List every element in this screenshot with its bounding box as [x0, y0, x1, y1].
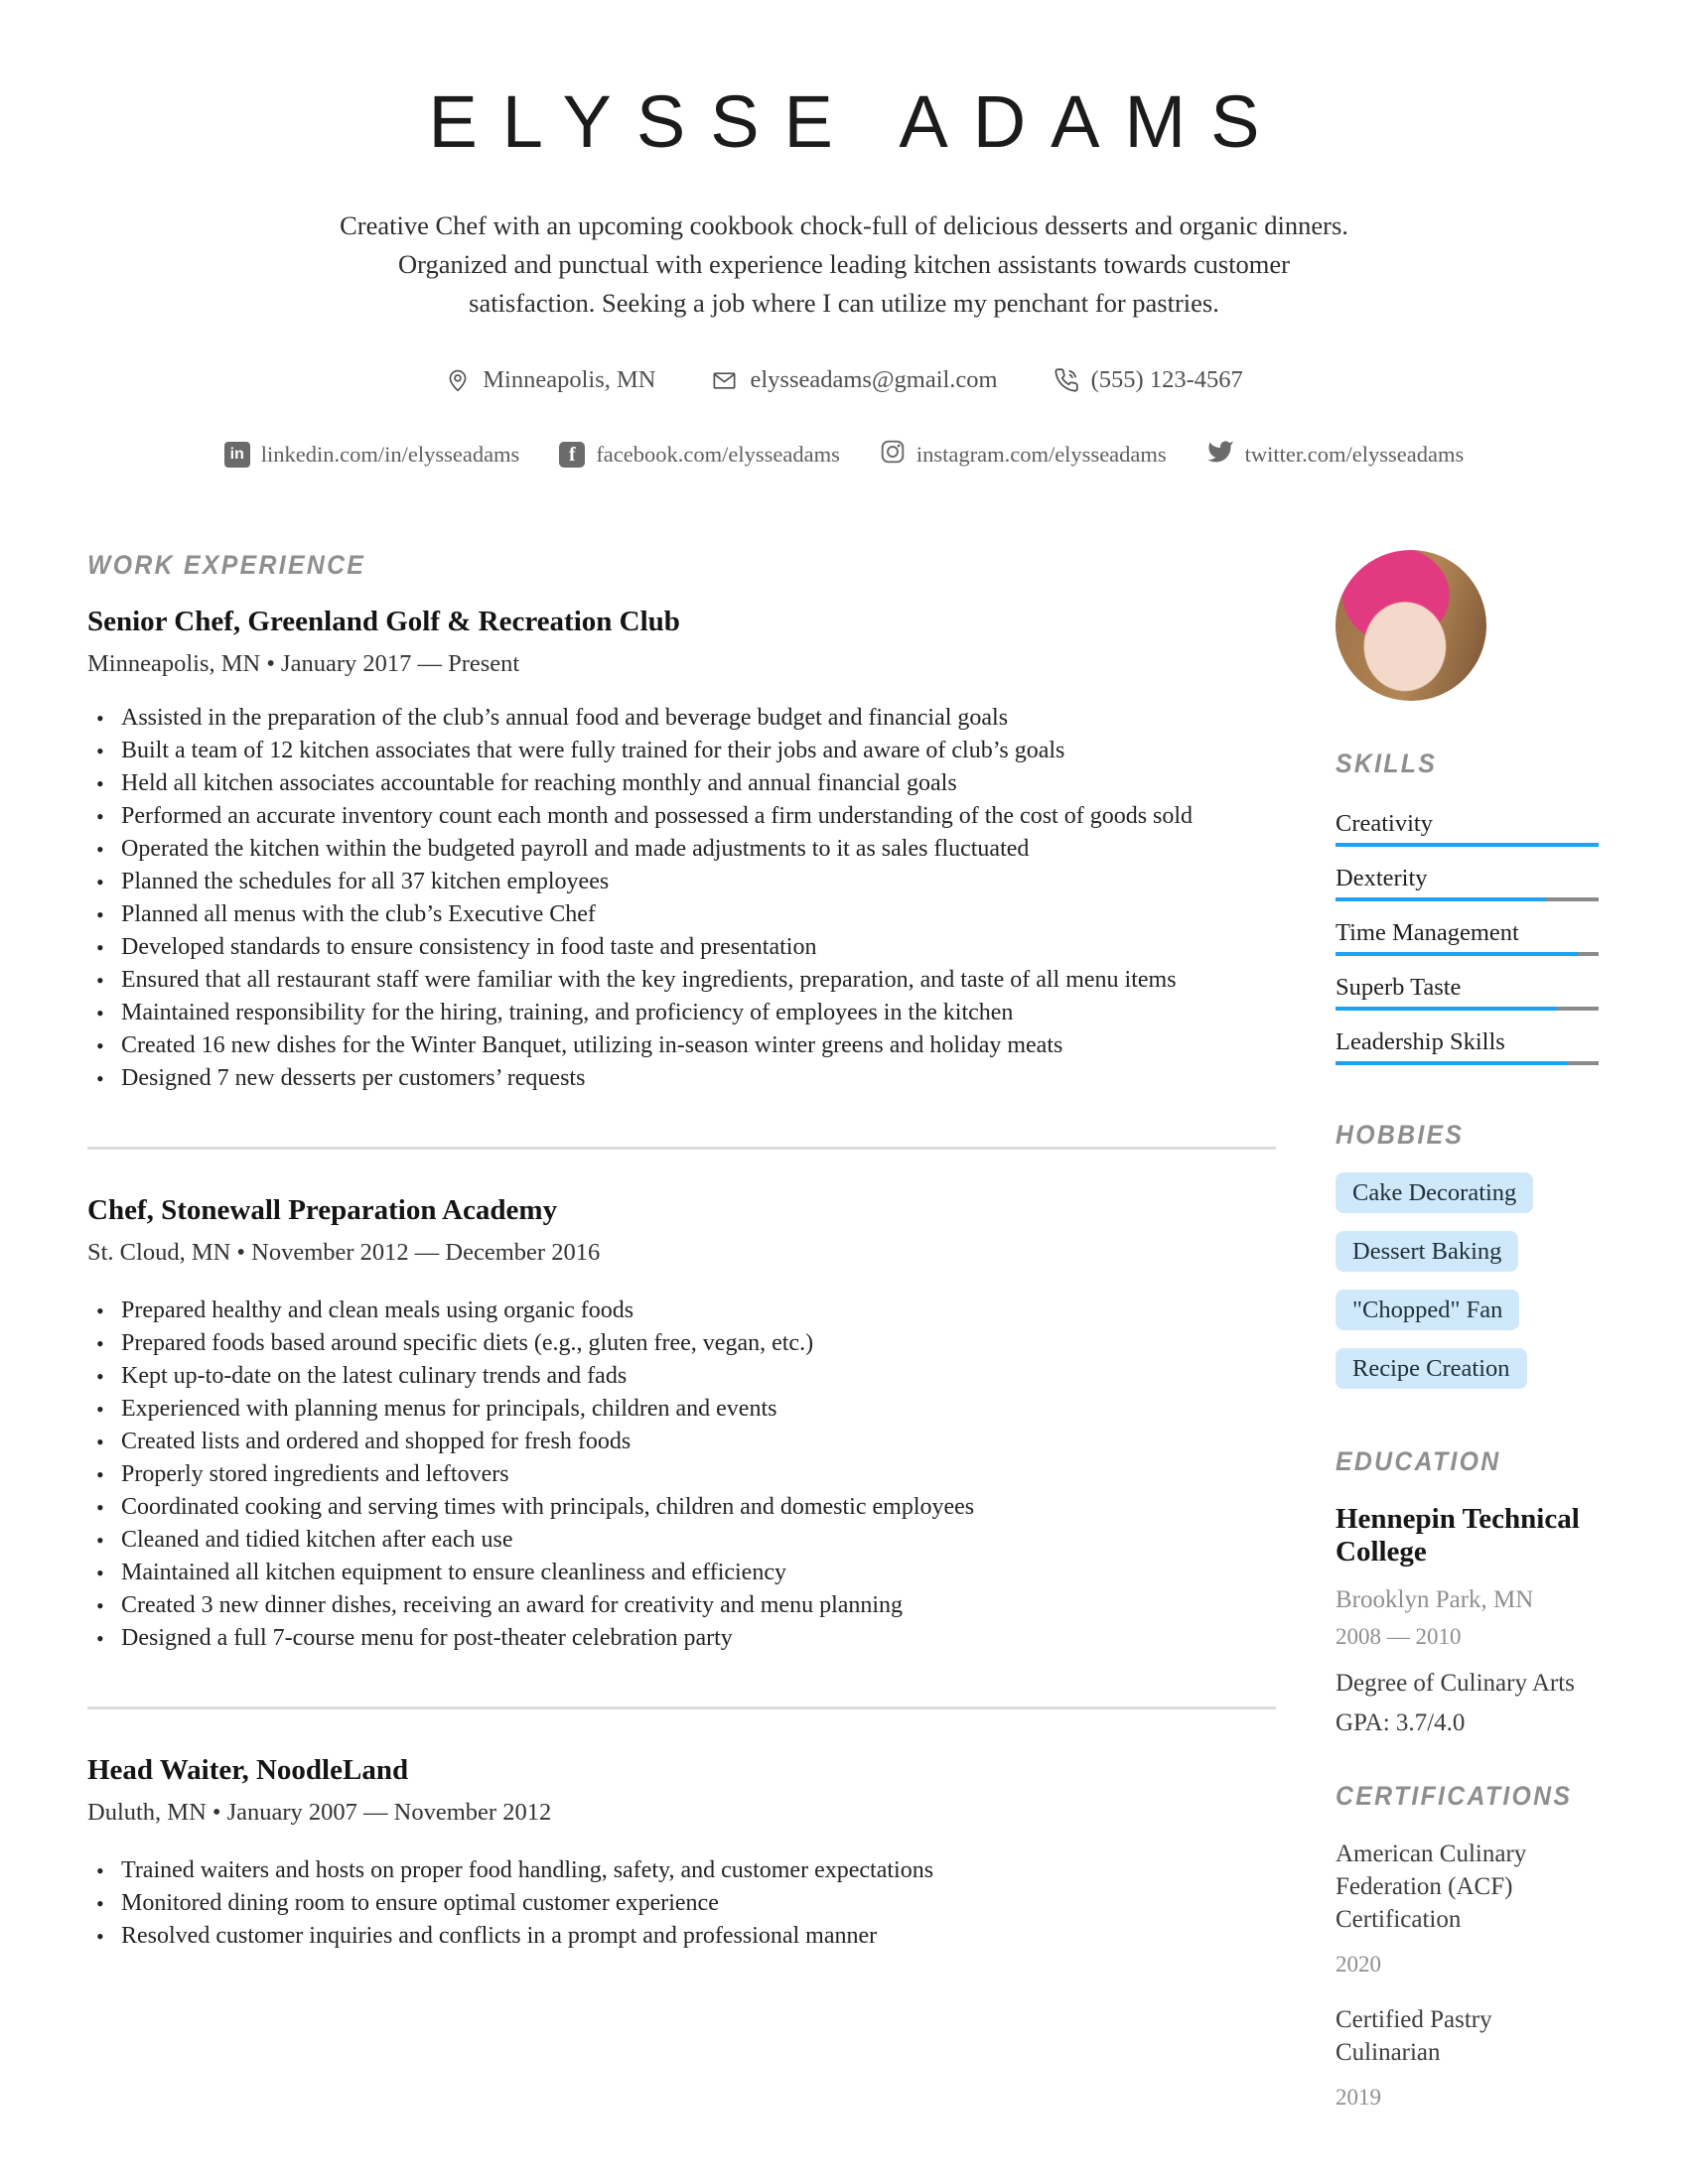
hobbies-heading: HOBBIES [1336, 1120, 1465, 1150]
social-facebook-label: facebook.com/elysseadams [596, 442, 840, 467]
skill-bar-fill [1336, 843, 1599, 847]
contact-location-label: Minneapolis, MN [483, 366, 656, 393]
certification-item [1336, 2003, 1599, 2111]
job-title: Senior Chef, Greenland Golf & Recreation Club [87, 606, 680, 637]
job-bullet: • Resolved customer inquiries and conflicts in a prompt and professional manner [87, 1920, 1276, 1953]
education-heading: EDUCATION [1336, 1446, 1501, 1476]
hobby-list [1336, 1155, 1599, 1389]
resume-header [0, 0, 1688, 472]
section-divider [87, 1147, 1276, 1150]
hobby-badge: Cake Decorating [1336, 1172, 1533, 1213]
instagram-icon [880, 439, 906, 471]
job-bullet: • Kept up-to-date on the latest culinary trends and fads [87, 1360, 1276, 1393]
hobby-row [1336, 1330, 1599, 1389]
job-bullet: • Held all kitchen associates accountable for reaching monthly and annual financial goals [87, 767, 1276, 800]
section-divider [87, 1706, 1276, 1709]
certification-item [1336, 1838, 1599, 1978]
job-bullet: • Created 3 new dinner dishes, receiving an award for creativity and menu planning [87, 1589, 1276, 1622]
job-bullet: • Created lists and ordered and shopped for fresh foods [87, 1426, 1276, 1458]
job-bullet: • Developed standards to ensure consistency in food taste and presentation [87, 931, 1276, 964]
hobby-badge: "Chopped" Fan [1336, 1290, 1519, 1330]
skill-item [1336, 973, 1599, 1011]
skill-item [1336, 809, 1599, 847]
linkedin-icon: in [224, 442, 250, 468]
skill-list [1336, 809, 1599, 1065]
job-bullet: • Prepared healthy and clean meals using organic foods [87, 1295, 1276, 1327]
work-experience-heading: WORK EXPERIENCE [87, 550, 366, 580]
certification-name: American Culinary Federation (ACF) Certification [1336, 1841, 1527, 1933]
social-twitter [1206, 438, 1465, 472]
job-bullet-list [87, 1295, 1276, 1655]
skill-bar-track [1336, 897, 1599, 901]
skill-name: Creativity [1336, 810, 1433, 837]
skill-bar-track [1336, 843, 1599, 847]
job-bullet: • Maintained responsibility for the hiring, training, and proficiency of employees in the kitchen [87, 997, 1276, 1029]
education-school: Hennepin Technical College [1336, 1503, 1580, 1568]
contact-phone [1054, 366, 1243, 394]
work-experience-section [87, 550, 1276, 1953]
certification-list [1336, 1838, 1599, 2111]
job-bullet-list [87, 1854, 1276, 1953]
hobby-badge: Recipe Creation [1336, 1348, 1527, 1389]
job-bullet: • Assisted in the preparation of the club’s annual food and beverage budget and financial goals [87, 702, 1276, 735]
job-bullet: • Experienced with planning menus for principals, children and events [87, 1393, 1276, 1426]
education-degree: Degree of Culinary Arts [1336, 1670, 1575, 1697]
page-title: ELYSSE ADAMS [428, 80, 1285, 163]
social-linkedin-label: linkedin.com/in/elysseadams [260, 442, 520, 467]
contact-location [445, 366, 655, 394]
skill-bar-track [1336, 1007, 1599, 1011]
skill-name: Dexterity [1336, 865, 1428, 891]
email-icon [711, 367, 738, 394]
job-meta: St. Cloud, MN • November 2012 — December 2016 [87, 1239, 601, 1266]
job-bullet: • Planned the schedules for all 37 kitchen employees [87, 866, 1276, 898]
job-bullet: • Monitored dining room to ensure optimal customer experience [87, 1887, 1276, 1920]
social-instagram-label: instagram.com/elysseadams [915, 442, 1167, 467]
hobby-badge: Dessert Baking [1336, 1231, 1518, 1272]
summary-line: Organized and punctual with experience leading kitchen assistants towards customer [397, 249, 1291, 279]
job-bullet-list [87, 702, 1276, 1095]
job-bullet: • Coordinated cooking and serving times with principals, children and domestic employees [87, 1491, 1276, 1524]
contact-email [711, 366, 997, 394]
skill-bar-track [1336, 952, 1599, 956]
summary-paragraph [0, 206, 1688, 323]
skill-name: Time Management [1336, 919, 1519, 946]
hobby-row [1336, 1213, 1599, 1272]
education-dates: 2008 — 2010 [1336, 1624, 1462, 1649]
skill-item [1336, 1027, 1599, 1065]
social-twitter-label: twitter.com/elysseadams [1244, 442, 1465, 467]
job-bullet: • Properly stored ingredients and leftovers [87, 1458, 1276, 1491]
certification-year: 2019 [1336, 2085, 1381, 2110]
social-instagram [880, 439, 1167, 471]
summary-line: Creative Chef with an upcoming cookbook chock-full of delicious desserts and organic dinners. [340, 210, 1348, 240]
social-facebook [559, 442, 840, 468]
job-bullet: • Maintained all kitchen equipment to ensure cleanliness and efficiency [87, 1557, 1276, 1589]
job-bullet: • Designed a full 7-course menu for post-theater celebration party [87, 1622, 1276, 1655]
hobby-row [1336, 1155, 1599, 1213]
phone-icon [1054, 367, 1079, 393]
location-pin-icon [445, 367, 471, 393]
job-title: Chef, Stonewall Preparation Academy [87, 1194, 558, 1226]
summary-line: satisfaction. Seeking a job where I can utilize my penchant for pastries. [469, 288, 1219, 318]
job-bullet: • Created 16 new dishes for the Winter Banquet, utilizing in-season winter greens and holiday meats [87, 1029, 1276, 1062]
job-bullet: • Prepared foods based around specific diets (e.g., gluten free, vegan, etc.) [87, 1327, 1276, 1360]
education-location: Brooklyn Park, MN [1336, 1586, 1534, 1613]
skill-name: Superb Taste [1336, 974, 1462, 1001]
skills-heading: SKILLS [1336, 749, 1438, 778]
skill-bar-fill [1336, 952, 1578, 956]
skill-bar-fill [1336, 1007, 1557, 1011]
skill-name: Leadership Skills [1336, 1028, 1505, 1055]
job-entry-3 [87, 1753, 1276, 1953]
skill-bar-track [1336, 1061, 1599, 1065]
job-bullet: • Designed 7 new desserts per customers’ requests [87, 1062, 1276, 1095]
job-bullet: • Operated the kitchen within the budgeted payroll and made adjustments to it as sales fluctuated [87, 833, 1276, 866]
job-title: Head Waiter, NoodleLand [87, 1754, 409, 1786]
job-bullet: • Performed an accurate inventory count each month and possessed a firm understanding of the cost of goods sold [87, 800, 1276, 833]
job-bullet: • Ensured that all restaurant staff were familiar with the key ingredients, preparation, and taste of all menu items [87, 964, 1276, 997]
certification-name: Certified Pastry Culinarian [1336, 2006, 1492, 2066]
profile-photo [1336, 550, 1486, 701]
job-bullet: • Trained waiters and hosts on proper food handling, safety, and customer expectations [87, 1854, 1276, 1887]
twitter-icon [1206, 438, 1234, 472]
sidebar [1336, 550, 1599, 2111]
job-entry-1 [87, 605, 1276, 1095]
job-entry-2 [87, 1193, 1276, 1655]
contact-email-label: elysseadams@gmail.com [750, 366, 998, 393]
skill-item [1336, 864, 1599, 901]
skill-bar-fill [1336, 1061, 1567, 1065]
contact-phone-label: (555) 123-4567 [1090, 366, 1243, 393]
job-meta: Duluth, MN • January 2007 — November 2012 [87, 1799, 552, 1826]
facebook-icon: f [559, 442, 585, 468]
job-bullet: • Built a team of 12 kitchen associates that were fully trained for their jobs and aware of club’s goals [87, 735, 1276, 767]
contact-row [0, 366, 1688, 394]
job-bullet: • Planned all menus with the club’s Executive Chef [87, 898, 1276, 931]
social-linkedin [224, 442, 520, 468]
hobby-row [1336, 1272, 1599, 1330]
job-meta: Minneapolis, MN • January 2017 — Present [87, 650, 520, 677]
skill-item [1336, 918, 1599, 956]
skill-bar-fill [1336, 897, 1546, 901]
job-bullet: • Cleaned and tidied kitchen after each use [87, 1524, 1276, 1557]
certification-year: 2020 [1336, 1952, 1381, 1977]
certifications-heading: CERTIFICATIONS [1336, 1781, 1573, 1811]
social-row [0, 438, 1688, 472]
education-gpa: GPA: 3.7/4.0 [1336, 1709, 1466, 1736]
